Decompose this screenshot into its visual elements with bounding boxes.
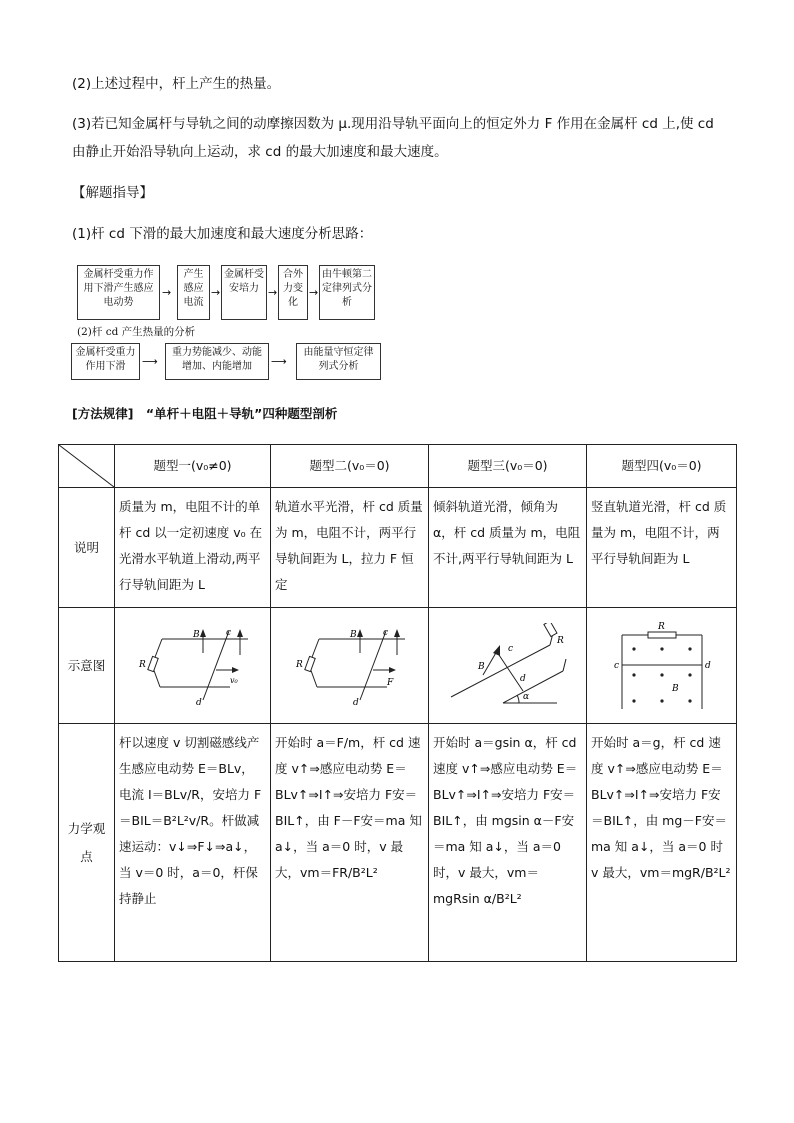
desc-type-4: 竖直轨道光滑，杆 cd 质量为 m，电阻不计，两平行导轨间距为 L	[587, 488, 737, 608]
diagram-type-3	[445, 623, 570, 709]
label-v0: v₀	[230, 675, 238, 685]
guide-title: 【解题指导】	[72, 185, 153, 201]
table-row-mechanics	[59, 724, 737, 962]
label-c: c	[383, 627, 389, 638]
flow1-box2: 产生感应电流	[177, 265, 210, 320]
flow2-box3: 由能量守恒定律列式分析	[296, 343, 381, 380]
flow1-box4: 合外力变化	[278, 265, 308, 320]
diagram-type-2	[287, 625, 412, 707]
row-label-mechanics: 力学观点	[59, 724, 115, 962]
label-F: F	[387, 677, 394, 688]
flow2-box2: 重力势能减少、动能增加、内能增加	[165, 343, 269, 380]
header-type-2: 题型二(v₀＝0)	[271, 445, 429, 488]
guide-step-1: (1)杆 cd 下滑的最大加速度和最大速度分析思路：	[72, 226, 373, 242]
diagram-type-4	[612, 621, 712, 711]
label-R: R	[139, 659, 146, 670]
table-row-diagram	[59, 608, 737, 724]
diagram-type-1	[130, 625, 255, 707]
label-alpha: α	[523, 691, 530, 702]
diagram-type-2-cell	[271, 608, 429, 724]
table-header-row	[59, 445, 737, 488]
method-title: [方法规律] “单杆＋电阻＋导轨”四种题型剖析	[72, 406, 338, 421]
arrow-icon: →	[268, 286, 278, 299]
flow2-caption: (2)杆 cd 产生热量的分析	[77, 326, 196, 338]
desc-type-3: 倾斜轨道光滑，倾角为 α，杆 cd 质量为 m，电阻不计,两平行导轨间距为 L	[429, 488, 587, 608]
diagram-type-1-cell	[115, 608, 271, 724]
mech-type-2: 开始时 a＝F/m，杆 cd 速度 v↑⇒感应电动势 E＝BLv↑⇒I↑⇒安培力 F安＝BIL↑，由 F－F安＝ma 知 a↓，当 a＝0 时，v 最大，vm＝FR/B²L²	[271, 724, 429, 962]
label-R: R	[296, 659, 303, 670]
arrow-icon: →	[309, 286, 319, 299]
flow1-box3: 金属杆受安培力	[221, 265, 267, 320]
mech-type-4: 开始时 a＝g，杆 cd 速度 v↑⇒感应电动势 E＝BLv↑⇒I↑⇒安培力 F安＝BIL↑，由 mg－F安＝ma 知 a↓，当 a＝0 时 v 最大，vm＝mgR/B²L²	[587, 724, 737, 962]
question-3-line2: 由静止开始沿导轨向上运动，求 cd 的最大加速度和最大速度。	[72, 144, 448, 160]
arrow-icon: →	[211, 286, 221, 299]
corner-cell	[59, 445, 115, 488]
question-3-line1: (3)若已知金属杆与导轨之间的动摩擦因数为 μ.现用沿导轨平面向上的恒定外力 F 作用在金属杆 cd 上,使 cd	[72, 116, 714, 132]
label-B: B	[350, 629, 357, 640]
desc-type-1: 质量为 m，电阻不计的单杆 cd 以一定初速度 v₀ 在光滑水平轨道上滑动,两平行导轨间距为 L	[115, 488, 271, 608]
mech-type-1: 杆以速度 v 切割磁感线产生感应电动势 E＝BLv，电流 I＝BLv/R，安培力 F＝BIL＝B²L²v/R。杆做减速运动：v↓⇒F↓⇒a↓，当 v＝0 时，a＝0，杆保持静止	[115, 724, 271, 962]
label-B: B	[193, 629, 200, 640]
label-R: R	[657, 621, 665, 632]
label-c: c	[613, 660, 619, 671]
flow2-box1: 金属杆受重力作用下滑	[71, 343, 140, 380]
table-row-description	[59, 488, 737, 608]
header-type-4: 题型四(v₀＝0)	[587, 445, 737, 488]
label-B: B	[478, 661, 485, 672]
label-d: d	[704, 660, 711, 671]
arrow-icon: ⟶	[271, 355, 287, 368]
label-B: B	[671, 683, 679, 694]
arrow-icon: →	[162, 286, 172, 299]
flow1-box5: 由牛顿第二定律列式分析	[319, 265, 375, 320]
question-type-table	[58, 444, 737, 962]
label-d: d	[353, 697, 359, 707]
desc-type-2: 轨道水平光滑，杆 cd 质量为 m，电阻不计，两平行导轨间距为 L，拉力 F 恒定	[271, 488, 429, 608]
arrow-icon: ⟶	[142, 355, 158, 368]
header-type-3: 题型三(v₀＝0)	[429, 445, 587, 488]
row-label-diagram: 示意图	[59, 608, 115, 724]
label-d: d	[520, 673, 526, 684]
flow1-box1: 金属杆受重力作用下滑产生感应电动势	[77, 265, 160, 320]
label-c: c	[508, 643, 514, 654]
label-d: d	[196, 697, 202, 707]
row-label-description: 说明	[59, 488, 115, 608]
diagram-type-4-cell	[587, 608, 737, 724]
label-R: R	[557, 635, 564, 646]
header-type-1: 题型一(v₀≠0)	[115, 445, 271, 488]
diagram-type-3-cell	[429, 608, 587, 724]
label-c: c	[226, 627, 232, 638]
question-2: (2)上述过程中，杆上产生的热量。	[72, 76, 281, 92]
mech-type-3: 开始时 a＝gsin α，杆 cd 速度 v↑⇒感应电动势 E＝BLv↑⇒I↑⇒安培力 F安＝BIL↑，由 mgsin α－F安＝ma 知 a↓，当 a＝0 时，v 最大，vm＝mgRsin α/B²L²	[429, 724, 587, 962]
